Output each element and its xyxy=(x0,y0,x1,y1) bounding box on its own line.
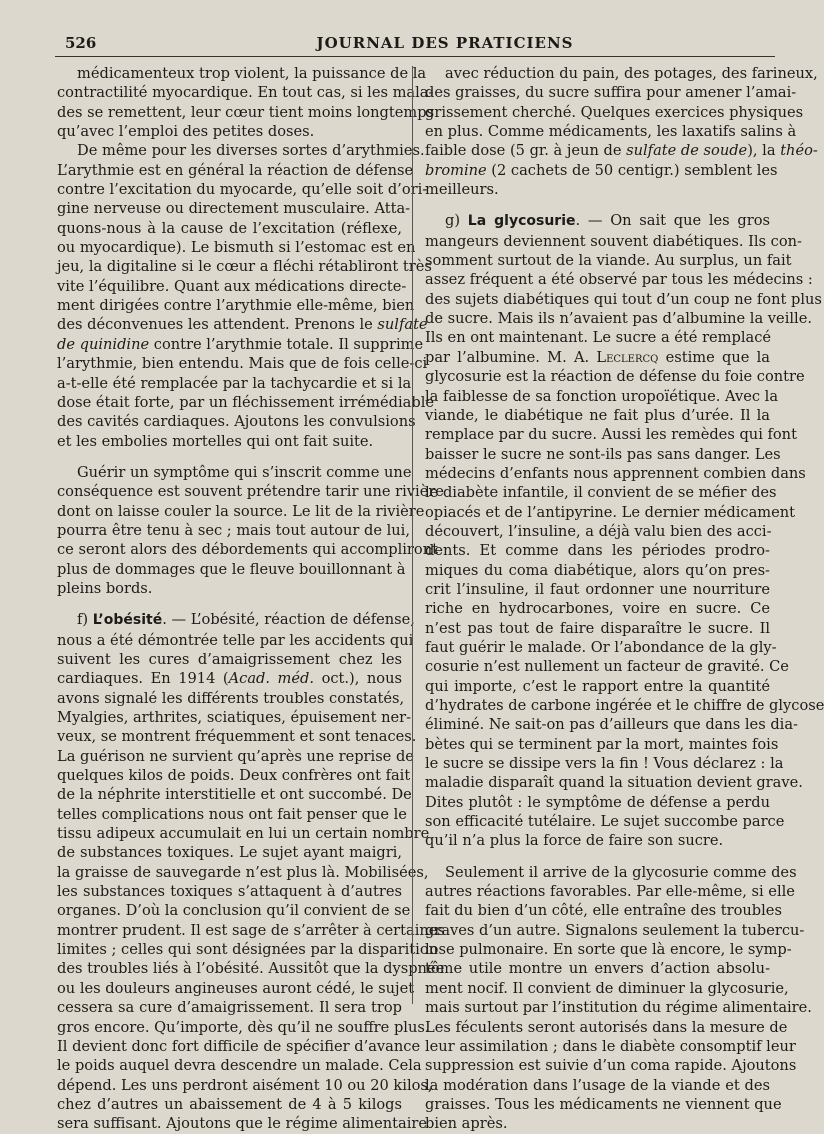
text-line: L’arythmie est en général la réaction de défense xyxy=(57,161,414,179)
text-line: la faiblesse de sa fonction uropoïétique. Avec la xyxy=(425,387,779,405)
text-line: des sujets diabétiques qui tout d’un coup ne font plus xyxy=(425,290,822,308)
text-line: par l’albumine. M. A. Leclercq estime que la xyxy=(425,348,770,366)
text-line: Ils en ont maintenant. Le sucre a été remplacé xyxy=(425,329,772,347)
paragraph xyxy=(425,64,818,199)
text-line: l’arythmie, bien entendu. Mais que de fois celle-ci xyxy=(57,355,428,373)
text-line: médicamenteux trop violent, la puissance de la xyxy=(77,65,427,82)
text-line: somment surtout de la viande. Au surplus, un fait xyxy=(425,252,792,270)
text-line: viande, le diabétique ne fait plus d’urée. Il la xyxy=(425,406,770,424)
text-line: suppression est suivie d’un coma rapide. Ajoutons xyxy=(425,1057,797,1075)
left-column xyxy=(57,64,445,1134)
text-line: de sucre. Mais ils n’avaient pas d’albumine la veille. xyxy=(425,310,812,328)
text-line: cessera sa cure d’amaigrissement. Il sera trop xyxy=(57,999,402,1017)
text-line: opiacés et de l’antipyrine. Le dernier médicament xyxy=(425,503,796,521)
text-line: des graisses, du sucre suffira pour amener l’amai- xyxy=(425,84,797,102)
text-line: des déconvenues les attendent. Prenons le sulfate xyxy=(57,316,428,334)
text-line: mangeurs deviennent souvent diabétiques. Ils con- xyxy=(425,232,802,250)
text-line: autres réactions favorables. Par elle-même, si elle xyxy=(425,883,795,901)
text-line: graves d’un autre. Signalons seulement la tubercu- xyxy=(425,921,805,939)
text-line: tôme utile montre un envers d’action absolu- xyxy=(425,960,770,978)
text-line: vite l’équilibre. Quant aux médications directe- xyxy=(57,277,407,295)
column-divider xyxy=(412,66,413,1004)
page-number: 526 xyxy=(65,34,97,52)
text-line: Myalgies, arthrites, sciatiques, épuisement ner- xyxy=(57,709,412,726)
text-line: quons-nous à la cause de l’excitation (réflexe, xyxy=(57,219,402,237)
text-line: la graisse de sauvegarde n’est plus là. Mobilisées, xyxy=(57,863,429,881)
paragraph xyxy=(57,141,434,451)
text-line: cardiaques. En 1914 (Acad. méd. oct.), nous xyxy=(57,670,402,688)
text-line: nous a été démontrée telle par les accidents qui xyxy=(57,631,414,649)
text-line: avons signalé les différents troubles constatés, xyxy=(57,689,405,707)
text-line: Seulement il arrive de la glycosurie comme des xyxy=(445,863,797,881)
text-line: n’est pas tout de faire disparaître le sucre. Il xyxy=(425,619,770,637)
text-line: de substances toxiques. Le sujet ayant maigri, xyxy=(57,844,402,862)
text-line: pourra être tenu à sec ; mais tout autour de lui, xyxy=(57,521,410,539)
text-line: médecins d’enfants nous apprennent combien dans xyxy=(425,464,806,482)
text-line: dose était forte, par un fléchissement irrémédiable xyxy=(57,393,434,411)
text-line: riche en hydrocarbones, voire en sucre. Ce xyxy=(425,600,770,618)
text-line: Guérir un symptôme qui s’inscrit comme une xyxy=(77,463,412,481)
text-line: qu’il n’a plus la force de faire son sucre. xyxy=(425,832,724,850)
text-line: limites ; celles qui sont désignées par la disparition xyxy=(57,941,439,959)
text-line: la modération dans l’usage de la viande et des xyxy=(425,1076,770,1094)
text-line: qui importe, c’est le rapport entre la quantité xyxy=(425,677,770,695)
text-line: jeu, la digitaline si le cœur a fléchi rétabliront très xyxy=(57,258,432,276)
paragraph xyxy=(425,863,812,1134)
paragraph xyxy=(57,463,444,598)
text-line: découvert, l’insuline, a déjà valu bien des acci- xyxy=(425,522,772,540)
text-line: bètes qui se terminent par la mort, maintes fois xyxy=(425,735,779,753)
text-line: de la néphrite interstitielle et ont succombé. De xyxy=(57,786,412,804)
text-line: ment nocif. Il convient de diminuer la glycosurie, xyxy=(425,979,789,997)
text-line: telles complications nous ont fait penser que le xyxy=(57,805,407,823)
text-line: cosurie n’est nullement un facteur de gravité. Ce xyxy=(425,658,789,676)
text-line: dépend. Les uns perdront aisément 10 ou 20 kilos, xyxy=(57,1076,433,1094)
text-line: organes. D’où la conclusion qu’il convient de se xyxy=(57,902,411,920)
text-line: La guérison ne survient qu’après une reprise de xyxy=(57,747,414,765)
text-line: baisser le sucre ne sont-ils pas sans danger. Les xyxy=(425,445,781,463)
text-line: veux, se montrent fréquemment et sont tenaces. xyxy=(57,728,417,746)
text-line: maladie disparaît quand la situation devient grave. xyxy=(425,774,803,792)
paragraph xyxy=(425,211,824,850)
text-line: tissu adipeux accumulait en lui un certain nombre xyxy=(57,825,430,843)
text-line: dents. Et comme dans les périodes prodro- xyxy=(425,542,770,560)
text-line: a-t-elle été remplacée par la tachycardie et si la xyxy=(57,374,412,392)
paragraph xyxy=(57,64,435,141)
text-line: les substances toxiques s’attaquent à d’autres xyxy=(57,883,402,901)
text-line: et les embolies mortelles qui ont fait suite. xyxy=(57,432,374,450)
text-line: éliminé. Ne sait-on pas d’ailleurs que dans les dia- xyxy=(425,716,798,734)
paragraph xyxy=(57,610,445,1133)
text-line: ou myocardique). Le bismuth si l’estomac est en xyxy=(57,239,416,257)
text-line: quelques kilos de poids. Deux confrères ont fait xyxy=(57,767,411,785)
text-line: le sucre se dissipe vers la fin ! Vous déclarez : la xyxy=(425,755,784,773)
text-line: des troubles liés à l’obésité. Aussitôt que la dyspnée xyxy=(57,960,445,978)
text-line: sera suffisant. Ajoutons que le régime alimentaire xyxy=(57,1115,427,1133)
text-line: d’hydrates de carbone ingérée et le chiffre de glycose xyxy=(425,697,824,714)
text-line: avec réduction du pain, des potages, des farineux, xyxy=(445,65,818,82)
text-line: ou les douleurs angineuses auront cédé, le sujet xyxy=(57,979,415,997)
text-line: le diabète infantile, il convient de se méfier des xyxy=(425,484,777,502)
text-line: en plus. Comme médicaments, les laxatifs salins à xyxy=(425,123,797,141)
text-line: conséquence est souvent prétendre tarir une rivière xyxy=(57,483,444,501)
text-line: pleins bords. xyxy=(57,579,153,597)
text-line: son efficacité tutélaire. Le sujet succombe parce xyxy=(425,813,785,831)
text-line: des se remettent, leur cœur tient moins longtemps xyxy=(57,103,435,121)
text-line: graisses. Tous les médicaments ne viennent que xyxy=(425,1095,782,1113)
text-line: de quinidine contre l’arythmie totale. Il supprime xyxy=(57,335,424,353)
text-line: miques du coma diabétique, alors qu’on pres- xyxy=(425,561,770,579)
text-line: lose pulmonaire. En sorte que là encore, le symp- xyxy=(425,941,792,959)
text-line: g) La glycosurie. — On sait que les gros xyxy=(445,212,770,230)
text-line: contractilité myocardique. En tout cas, si les mala- xyxy=(57,84,434,102)
text-line: plus de dommages que le fleuve bouillonnant à xyxy=(57,560,406,578)
text-line: f) L’obésité. — L’obésité, réaction de défense, xyxy=(77,611,415,629)
text-line: assez fréquent a été observé par tous les médecins : xyxy=(425,271,813,289)
text-line: faible dose (5 gr. à jeun de sulfate de soude), la théo- xyxy=(425,142,818,160)
text-line: Les féculents seront autorisés dans la mesure de xyxy=(425,1018,788,1036)
journal-title: JOURNAL DES PRATICIENS xyxy=(316,34,574,52)
text-line: qu’avec l’emploi des petites doses. xyxy=(57,123,315,141)
text-line: gros encore. Qu’importe, dès qu’il ne souffre plus. xyxy=(57,1018,430,1036)
text-line: fait du bien d’un côté, elle entraîne des troubles xyxy=(425,902,782,920)
text-line: gine nerveuse ou directement musculaire. Atta- xyxy=(57,200,411,218)
text-line: faut guérir le malade. Or l’abondance de la gly- xyxy=(425,638,777,656)
text-line: mais surtout par l’institution du régime alimentaire. xyxy=(425,999,812,1017)
right-column xyxy=(425,64,824,1134)
text-line: bromine (2 cachets de 50 centigr.) semblent les xyxy=(425,161,778,179)
text-line: Dites plutôt : le symptôme de défense a perdu xyxy=(425,793,770,811)
text-line: bien après. xyxy=(425,1115,508,1133)
text-line: remplace par du sucre. Aussi les remèdes qui font xyxy=(425,426,797,444)
text-line: contre l’excitation du myocarde, qu’elle soit d’ori- xyxy=(57,181,428,199)
text-line: leur assimilation ; dans le diabète consomptif leur xyxy=(425,1037,796,1055)
text-line: le poids auquel devra descendre un malade. Cela xyxy=(57,1057,422,1075)
text-line: glycosurie est la réaction de défense du foie contre xyxy=(425,368,805,386)
text-line: ment dirigées contre l’arythmie elle-même, bien xyxy=(57,297,415,315)
text-line: De même pour les diverses sortes d’arythmies. xyxy=(77,142,425,160)
text-line: suivent les cures d’amaigrissement chez les xyxy=(57,650,402,668)
text-line: dont on laisse couler la source. Le lit de la rivière xyxy=(57,502,425,520)
text-line: crit l’insuline, il faut ordonner une nourriture xyxy=(425,580,770,598)
text-line: Il devient donc fort difficile de spécifier d’avance xyxy=(57,1037,421,1055)
text-line: montrer prudent. Il est sage de s’arrêter à certaines xyxy=(57,921,445,939)
text-line: meilleurs. xyxy=(425,181,499,199)
text-line: des cavités cardiaques. Ajoutons les convulsions xyxy=(57,413,416,431)
text-line: chez d’autres un abaissement de 4 à 5 kilogs xyxy=(57,1095,402,1113)
text-line: ce seront alors des débordements qui accompliront xyxy=(57,541,438,559)
page-header xyxy=(55,30,775,57)
text-line: grissement cherché. Quelques exercices physiques xyxy=(425,103,804,121)
